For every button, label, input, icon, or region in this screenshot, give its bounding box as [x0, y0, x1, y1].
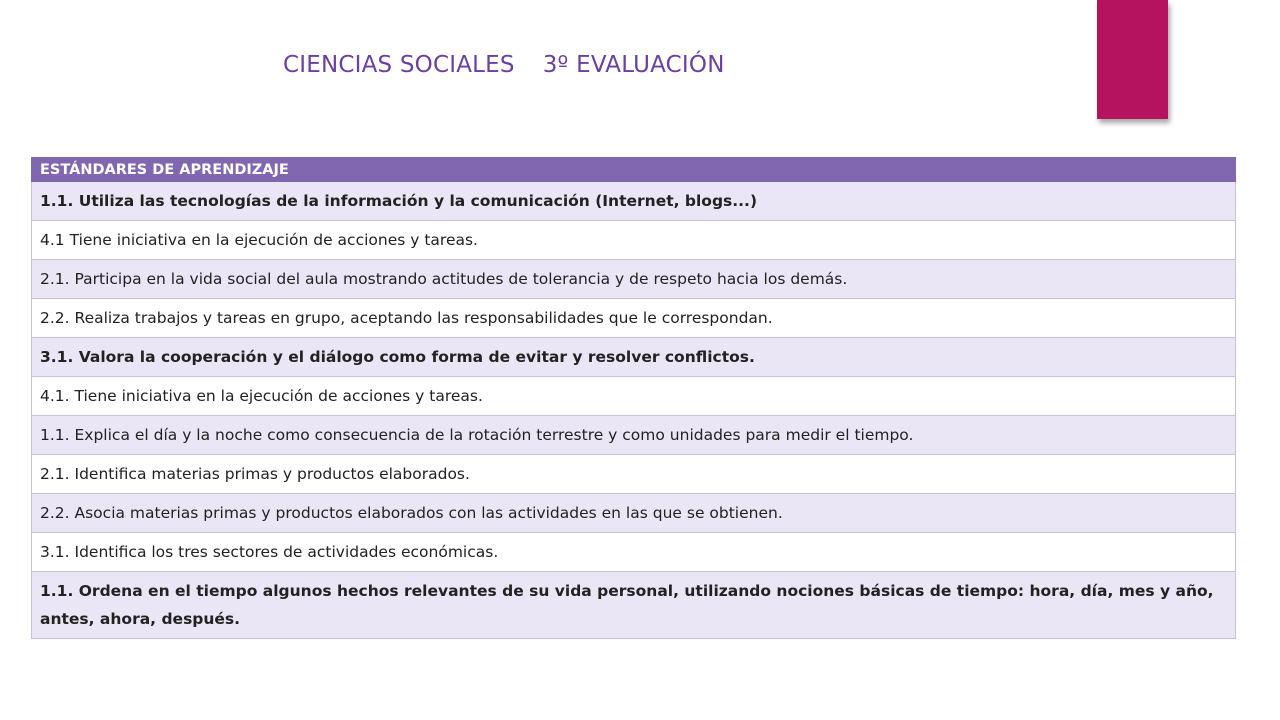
- table-cell: 2.2. Realiza trabajos y tareas en grupo, aceptando las responsabilidades que le correspondan.: [32, 299, 1236, 338]
- table-header: ESTÁNDARES DE APRENDIZAJE: [32, 158, 1236, 182]
- table-row: [32, 572, 1236, 639]
- table-cell: 3.1. Identifica los tres sectores de actividades económicas.: [32, 533, 1236, 572]
- table-row: [32, 533, 1236, 572]
- table-row: [32, 299, 1236, 338]
- table-cell: 3.1. Valora la cooperación y el diálogo como forma de evitar y resolver conflictos.: [32, 338, 1236, 377]
- table-cell: 2.1. Participa en la vida social del aula mostrando actitudes de tolerancia y de respeto hacia los demás.: [32, 260, 1236, 299]
- table-cell: 4.1. Tiene iniciativa en la ejecución de acciones y tareas.: [32, 377, 1236, 416]
- table-row: [32, 377, 1236, 416]
- table-cell: 2.1. Identifica materias primas y productos elaborados.: [32, 455, 1236, 494]
- table-cell: 1.1. Utiliza las tecnologías de la información y la comunicación (Internet, blogs...): [32, 182, 1236, 221]
- table-header-row: [32, 158, 1236, 182]
- table-row: [32, 416, 1236, 455]
- table-row: [32, 260, 1236, 299]
- table-row: [32, 182, 1236, 221]
- table-row: [32, 221, 1236, 260]
- table-cell: 1.1. Ordena en el tiempo algunos hechos relevantes de su vida personal, utilizando nociones básicas de tiempo: hora, día, mes y año, antes, ahora, después.: [32, 572, 1236, 639]
- table-cell: 4.1 Tiene iniciativa en la ejecución de acciones y tareas.: [32, 221, 1236, 260]
- table-row: [32, 338, 1236, 377]
- table-cell: 1.1. Explica el día y la noche como consecuencia de la rotación terrestre y como unidades para medir el tiempo.: [32, 416, 1236, 455]
- title-term: 3º EVALUACIÓN: [542, 52, 725, 78]
- title-subject: CIENCIAS SOCIALES: [283, 52, 515, 78]
- table-row: [32, 494, 1236, 533]
- page-title: [283, 52, 725, 78]
- table-cell: 2.2. Asocia materias primas y productos elaborados con las actividades en las que se obtienen.: [32, 494, 1236, 533]
- accent-bar: [1097, 0, 1168, 119]
- table-row: [32, 455, 1236, 494]
- standards-table: [31, 157, 1236, 639]
